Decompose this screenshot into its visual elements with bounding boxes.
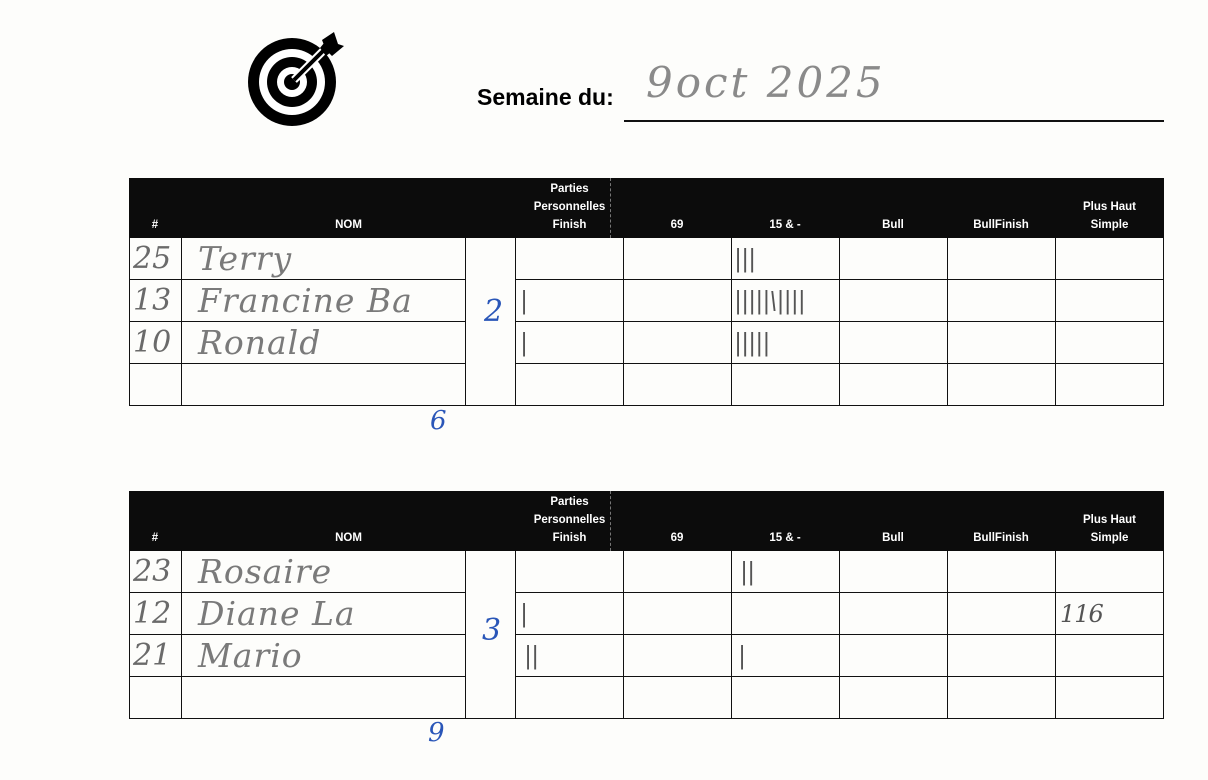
table-body [129,238,1164,406]
col-69: 69 [670,532,684,544]
table-body [129,551,1164,719]
table-header [129,178,1164,238]
col-bull: Bull [882,532,904,544]
col-nom: NOM [335,219,362,231]
grid-line [515,676,1163,677]
row-15-moins[interactable]: || [740,558,755,586]
group-total[interactable]: 9 [428,718,445,748]
row-finish[interactable]: | [520,600,528,628]
col-parties-personnelles: Parties Personnelles Finish [533,183,606,231]
row-15-moins[interactable]: | [738,642,746,670]
col-plus-haut-simple: Plus Haut Simple [1082,201,1137,231]
row-num[interactable]: 10 [133,325,172,360]
semaine-label: Semaine du: [477,84,614,110]
col-parties-personnelles: Parties Personnelles Finish [533,496,606,544]
row-num[interactable]: 23 [133,554,172,589]
semaine-underline [624,120,1164,122]
row-num[interactable]: 12 [133,596,172,631]
col-bullfinish: BullFinish [973,532,1029,544]
group-number[interactable]: 2 [484,294,504,329]
semaine-value[interactable]: 9oct 2025 [646,58,886,107]
col-plus-haut-simple: Plus Haut Simple [1082,514,1137,544]
row-15-moins[interactable]: |||||\|||| [734,287,805,315]
row-finish[interactable]: | [520,287,528,315]
row-15-moins[interactable]: ||| [734,245,756,273]
header-divider [610,491,611,551]
row-nom[interactable]: Mario [198,636,303,675]
col-num: # [151,219,159,231]
row-num[interactable]: 21 [133,638,172,673]
table-header [129,491,1164,551]
score-table-2 [129,491,1164,719]
row-finish[interactable]: || [524,642,539,670]
score-table-1 [129,178,1164,406]
grid-line [515,279,1163,280]
row-nom[interactable]: Diane La [198,594,356,633]
row-nom[interactable]: Ronald [198,323,322,362]
col-num: # [151,532,159,544]
col-bullfinish: BullFinish [973,219,1029,231]
row-nom[interactable]: Terry [198,239,293,278]
row-num[interactable]: 13 [133,283,172,318]
header-divider [610,178,611,238]
col-bull: Bull [882,219,904,231]
grid-line [515,363,1163,364]
row-nom[interactable]: Rosaire [198,552,333,591]
row-finish[interactable]: | [520,329,528,357]
col-15-moins: 15 & - [769,532,801,544]
group-number[interactable]: 3 [482,613,502,648]
col-69: 69 [670,219,684,231]
grid-line [515,321,1163,322]
row-15-moins[interactable]: ||||| [734,329,770,357]
row-plus-haut-simple[interactable]: 116 [1060,600,1103,628]
group-total[interactable]: 6 [430,406,447,436]
col-15-moins: 15 & - [769,219,801,231]
target-icon [246,30,346,130]
grid-line [465,238,466,405]
row-nom[interactable]: Francine Ba [198,281,413,320]
col-nom: NOM [335,532,362,544]
grid-line [465,551,466,718]
row-num[interactable]: 25 [133,241,172,276]
